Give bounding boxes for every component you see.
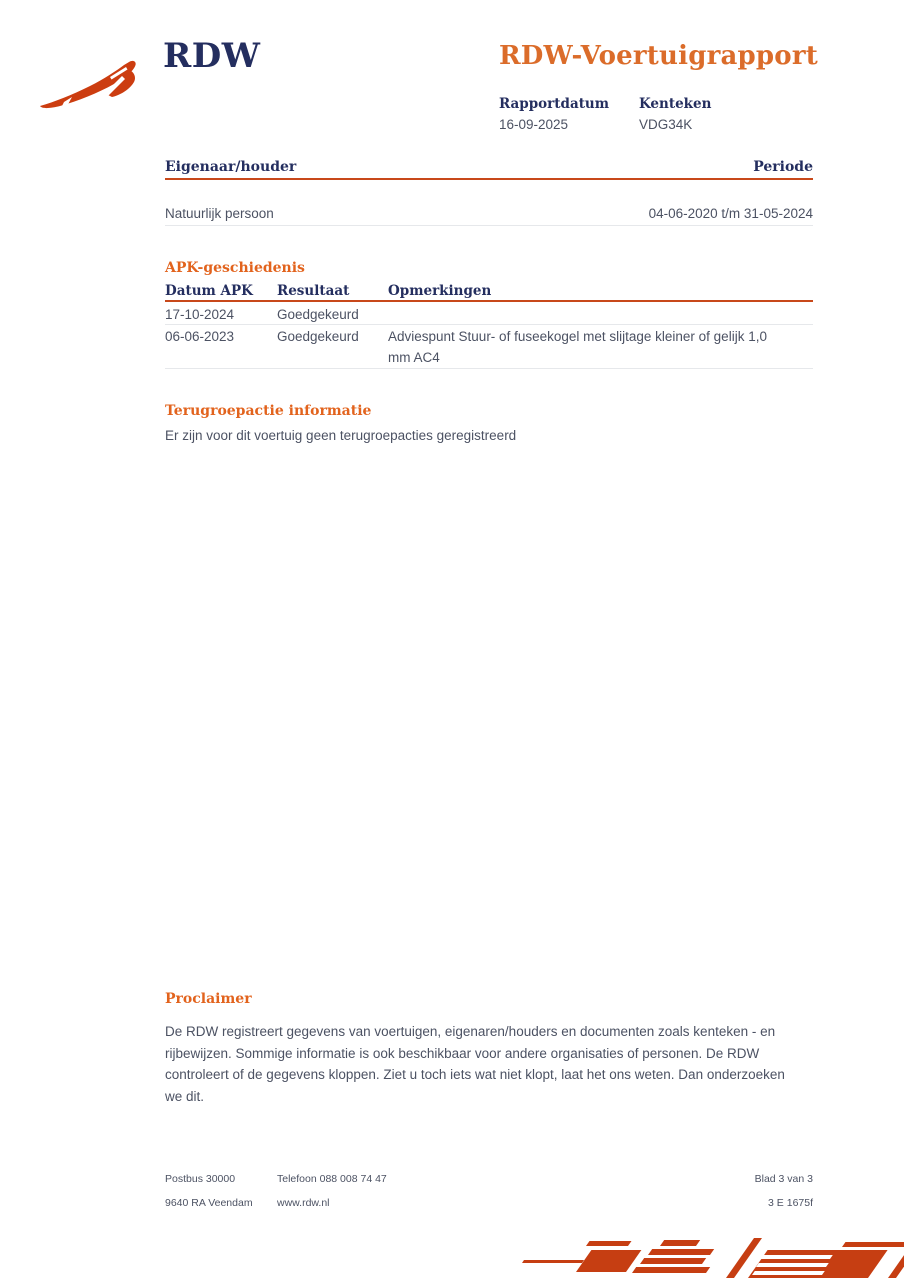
owner-section-heading: Eigenaar/houder bbox=[165, 159, 297, 175]
proclaimer-body bbox=[165, 1021, 785, 1107]
apk-row-divider bbox=[165, 368, 813, 369]
owner-section-rule bbox=[165, 178, 813, 180]
proclaimer-line: rijbewijzen. Sommige informatie is ook beschikbaar voor andere organisaties of personen. De RDW bbox=[165, 1045, 760, 1061]
proclaimer-line: we dit. bbox=[165, 1088, 205, 1104]
recall-section-heading: Terugroepactie informatie bbox=[165, 403, 372, 419]
footer-address-line2: 9640 RA Veendam bbox=[165, 1197, 253, 1209]
owner-row-divider bbox=[165, 225, 813, 226]
periode-heading: Periode bbox=[753, 159, 813, 175]
apk-column-opmerkingen: Opmerkingen bbox=[388, 283, 492, 299]
rapportdatum-label: Rapportdatum bbox=[499, 96, 610, 112]
apk-section-heading: APK-geschiedenis bbox=[165, 260, 305, 276]
apk-row-opmerkingen bbox=[388, 326, 788, 368]
rdw-feather-logo-icon bbox=[38, 52, 146, 114]
apk-row-datum: 06-06-2023 bbox=[165, 329, 235, 344]
owner-value: Natuurlijk persoon bbox=[165, 206, 274, 221]
proclaimer-line: De RDW registreert gegevens van voertuigen, eigenaren/houders en documenten zoals kenteken - en bbox=[165, 1024, 776, 1039]
apk-row-resultaat: Goedgekeurd bbox=[277, 329, 359, 344]
apk-row-resultaat: Goedgekeurd bbox=[277, 307, 359, 322]
apk-row-datum: 17-10-2024 bbox=[165, 307, 235, 322]
apk-header-rule bbox=[165, 300, 813, 302]
kenteken-label: Kenteken bbox=[639, 96, 712, 112]
footer-sheet-number: Blad 3 van 3 bbox=[754, 1173, 813, 1185]
recall-section-body: Er zijn voor dit voertuig geen terugroepacties geregistreerd bbox=[165, 428, 517, 443]
footer-phone: Telefoon 088 008 74 47 bbox=[277, 1173, 387, 1185]
apk-row-divider bbox=[165, 324, 813, 325]
apk-remark-line: Adviespunt Stuur- of fuseekogel met slijtage kleiner of gelijk 1,0 bbox=[388, 329, 767, 344]
footer-doc-code: 3 E 1675f bbox=[768, 1197, 813, 1209]
apk-column-datum: Datum APK bbox=[165, 283, 253, 299]
apk-remark-line: mm AC4 bbox=[388, 350, 440, 365]
periode-value: 04-06-2020 t/m 31-05-2024 bbox=[648, 206, 813, 221]
rapportdatum-value: 16-09-2025 bbox=[499, 117, 569, 132]
footer-address-line1: Postbus 30000 bbox=[165, 1173, 236, 1185]
kenteken-value: VDG34K bbox=[639, 117, 693, 132]
rdw-wordmark: RDW bbox=[163, 36, 261, 76]
proclaimer-line: controleert of de gegevens kloppen. Ziet u toch iets wat niet klopt, laat het ons weten. Dan onderzoeken bbox=[165, 1067, 785, 1082]
footer-website: www.rdw.nl bbox=[277, 1197, 330, 1209]
proclaimer-heading: Proclaimer bbox=[165, 991, 252, 1007]
apk-column-resultaat: Resultaat bbox=[277, 283, 350, 299]
page-title: RDW-Voertuigrapport bbox=[499, 41, 818, 71]
rdw-speed-stripes-graphic bbox=[520, 1238, 904, 1280]
